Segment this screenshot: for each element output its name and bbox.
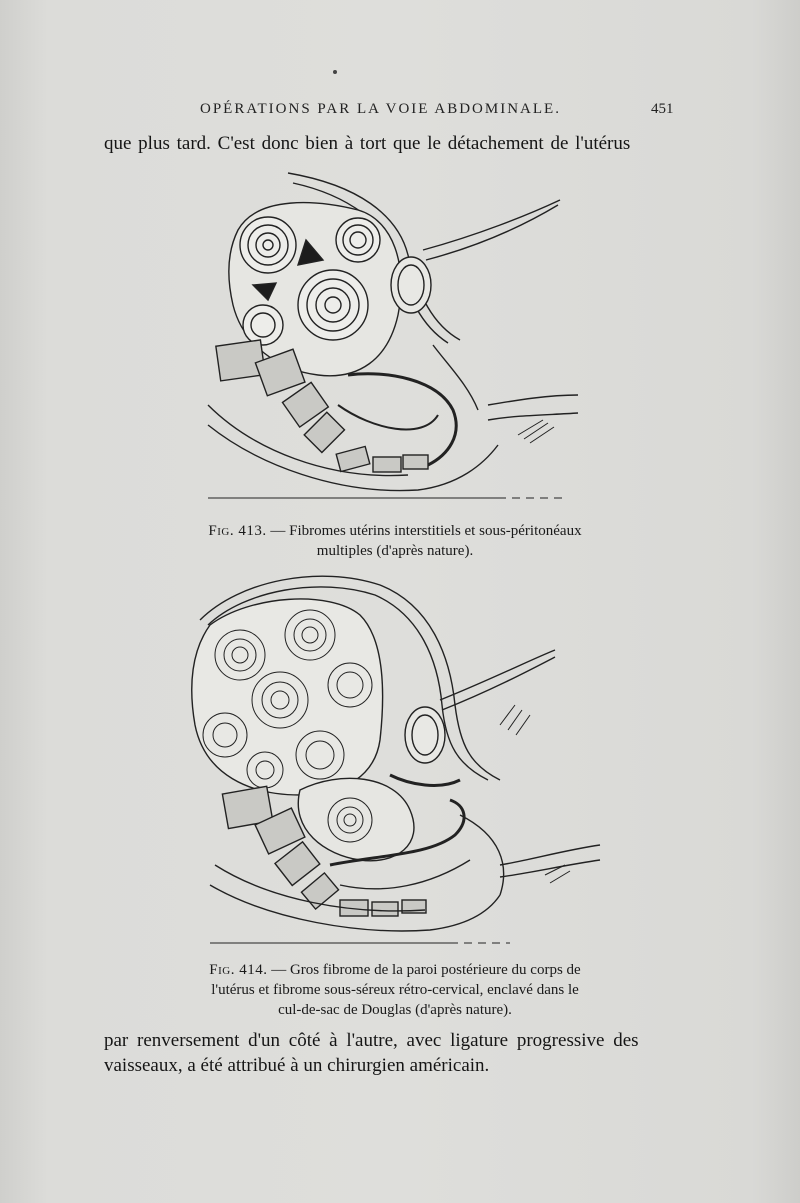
body-text-bottom-1: par renversement d'un côté à l'autre, avec ligature progressive des (104, 1030, 639, 1051)
figure-414-caption (160, 960, 630, 1020)
figure-413-illustration (198, 165, 588, 510)
figure-414-caption-line-3: cul-de-sac de Douglas (d'après nature). (278, 1002, 512, 1018)
figure-413-caption-line-2: multiples (d'après nature). (316, 543, 474, 559)
figure-414-illustration (170, 565, 610, 950)
figure-413-caption-line-1: — Fibromes utérins interstitiels et sous-péritonéaux (270, 523, 582, 539)
figure-413-caption (160, 521, 630, 561)
figure-414-label: Fig. 414. (209, 962, 268, 978)
page-number: 451 (651, 101, 674, 117)
figure-414-caption-line-1: — Gros fibrome de la paroi postérieure du corps de (271, 962, 581, 978)
body-text-bottom-2: vaisseaux, a été attribué à un chirurgien américain. (104, 1055, 490, 1076)
ink-dot (333, 70, 337, 74)
figure-414-caption-line-2: l'utérus et fibrome sous-séreux rétro-cervical, enclavé dans le (211, 982, 579, 998)
body-text-top: que plus tard. C'est donc bien à tort que le détachement de l'utérus (104, 133, 631, 154)
figure-413-label: Fig. 413. (208, 523, 267, 539)
running-head: OPÉRATIONS PAR LA VOIE ABDOMINALE. (200, 101, 561, 117)
